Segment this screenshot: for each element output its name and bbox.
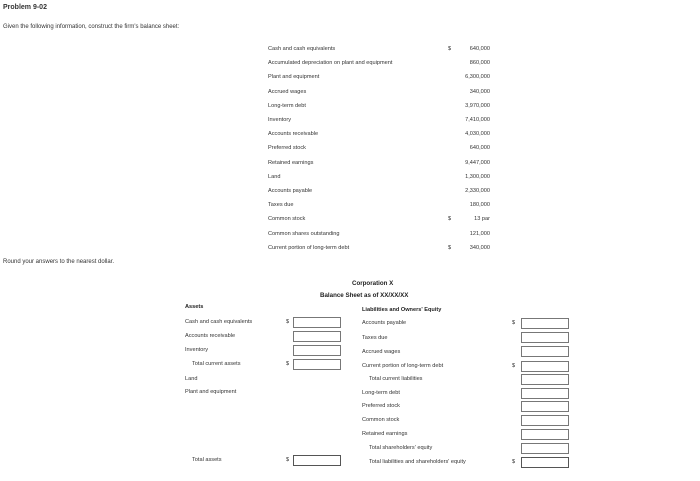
label-total-current-liabilities: Total current liabilities — [369, 376, 423, 382]
info-value: 13 par — [474, 216, 490, 222]
label-accounts-payable: Accounts payable — [362, 320, 407, 326]
input-total-current-assets[interactable] — [293, 359, 341, 370]
info-label: Taxes due — [268, 202, 294, 208]
dollar-sign: $ — [512, 459, 516, 465]
liabilities-header: Liabilities and Owners' Equity — [362, 307, 442, 313]
info-value: 7,410,000 — [465, 117, 490, 123]
balance-sheet-heading: Balance Sheet as of XX/XX/XX — [320, 292, 409, 299]
info-label: Cash and cash equivalents — [268, 46, 336, 52]
input-current-ltd[interactable] — [521, 361, 569, 372]
input-accounts-receivable[interactable] — [293, 331, 341, 342]
info-value: 1,300,000 — [465, 174, 490, 180]
input-common-stock[interactable] — [521, 415, 569, 426]
dollar-sign: $ — [286, 319, 290, 325]
info-label: Accrued wages — [268, 89, 307, 95]
info-currency: $ — [448, 245, 452, 251]
info-value: 640,000 — [469, 145, 490, 151]
label-preferred-stock: Preferred stock — [362, 403, 400, 409]
round-note: Round your answers to the nearest dollar. — [3, 259, 115, 265]
info-label: Common shares outstanding — [268, 231, 340, 237]
label-total-assets: Total assets — [192, 457, 222, 463]
info-value: 340,000 — [469, 245, 490, 251]
info-label: Current portion of long-term debt — [268, 245, 350, 251]
input-taxes-due[interactable] — [521, 332, 569, 343]
problem-instructions: Given the following information, construct the firm's balance sheet: — [3, 24, 180, 30]
info-label: Long-term debt — [268, 103, 306, 109]
input-accrued-wages[interactable] — [521, 346, 569, 357]
info-value: 6,300,000 — [465, 74, 490, 80]
label-receivable: Accounts receivable — [185, 333, 236, 339]
input-total-equity[interactable] — [521, 443, 569, 454]
input-cash[interactable] — [293, 317, 341, 328]
assets-header: Assets — [185, 304, 204, 310]
label-taxes-due: Taxes due — [362, 335, 388, 341]
label-accrued-wages: Accrued wages — [362, 349, 401, 355]
info-value: 2,330,000 — [465, 188, 490, 194]
dollar-sign: $ — [512, 363, 516, 369]
input-total-current-liabilities[interactable] — [521, 374, 569, 385]
info-value: 860,000 — [469, 60, 490, 66]
info-value: 4,030,000 — [465, 131, 490, 137]
info-value: 340,000 — [469, 89, 490, 95]
info-label: Land — [268, 174, 281, 180]
company-name: Corporation X — [352, 280, 394, 287]
label-retained-earnings: Retained earnings — [362, 431, 408, 437]
label-total-liabilities-equity: Total liabilities and shareholders' equity — [369, 459, 466, 465]
input-accounts-payable[interactable] — [521, 318, 569, 329]
info-label: Common stock — [268, 216, 306, 222]
problem-title: Problem 9-02 — [3, 4, 47, 11]
dollar-sign: $ — [512, 320, 516, 326]
info-label: Retained earnings — [268, 160, 314, 166]
info-label: Accumulated depreciation on plant and equipment — [268, 60, 393, 66]
label-cash: Cash and cash equivalents — [185, 319, 253, 325]
info-currency: $ — [448, 216, 452, 222]
label-land: Land — [185, 376, 198, 382]
input-long-term-debt[interactable] — [521, 388, 569, 399]
input-inventory[interactable] — [293, 345, 341, 356]
info-label: Plant and equipment — [268, 74, 320, 80]
info-label: Preferred stock — [268, 145, 306, 151]
info-value: 180,000 — [469, 202, 490, 208]
info-value: 9,447,000 — [465, 160, 490, 166]
info-value: 3,970,000 — [465, 103, 490, 109]
label-long-term-debt: Long-term debt — [362, 390, 400, 396]
label-inventory: Inventory — [185, 347, 209, 353]
label-common-stock: Common stock — [362, 417, 400, 423]
info-label: Accounts payable — [268, 188, 313, 194]
input-preferred-stock[interactable] — [521, 401, 569, 412]
input-total-liabilities-equity[interactable] — [521, 457, 569, 468]
info-currency: $ — [448, 46, 452, 52]
info-label: Accounts receivable — [268, 131, 319, 137]
info-value: 121,000 — [469, 231, 490, 237]
input-retained-earnings[interactable] — [521, 429, 569, 440]
input-total-assets[interactable] — [293, 455, 341, 466]
label-current-ltd: Current portion of long-term debt — [362, 363, 444, 369]
dollar-sign: $ — [286, 361, 290, 367]
label-total-equity: Total shareholders' equity — [369, 445, 433, 451]
info-label: Inventory — [268, 117, 292, 123]
label-total-current-assets: Total current assets — [192, 361, 241, 367]
info-value: 640,000 — [469, 46, 490, 52]
dollar-sign: $ — [286, 457, 290, 463]
label-plant: Plant and equipment — [185, 389, 237, 395]
